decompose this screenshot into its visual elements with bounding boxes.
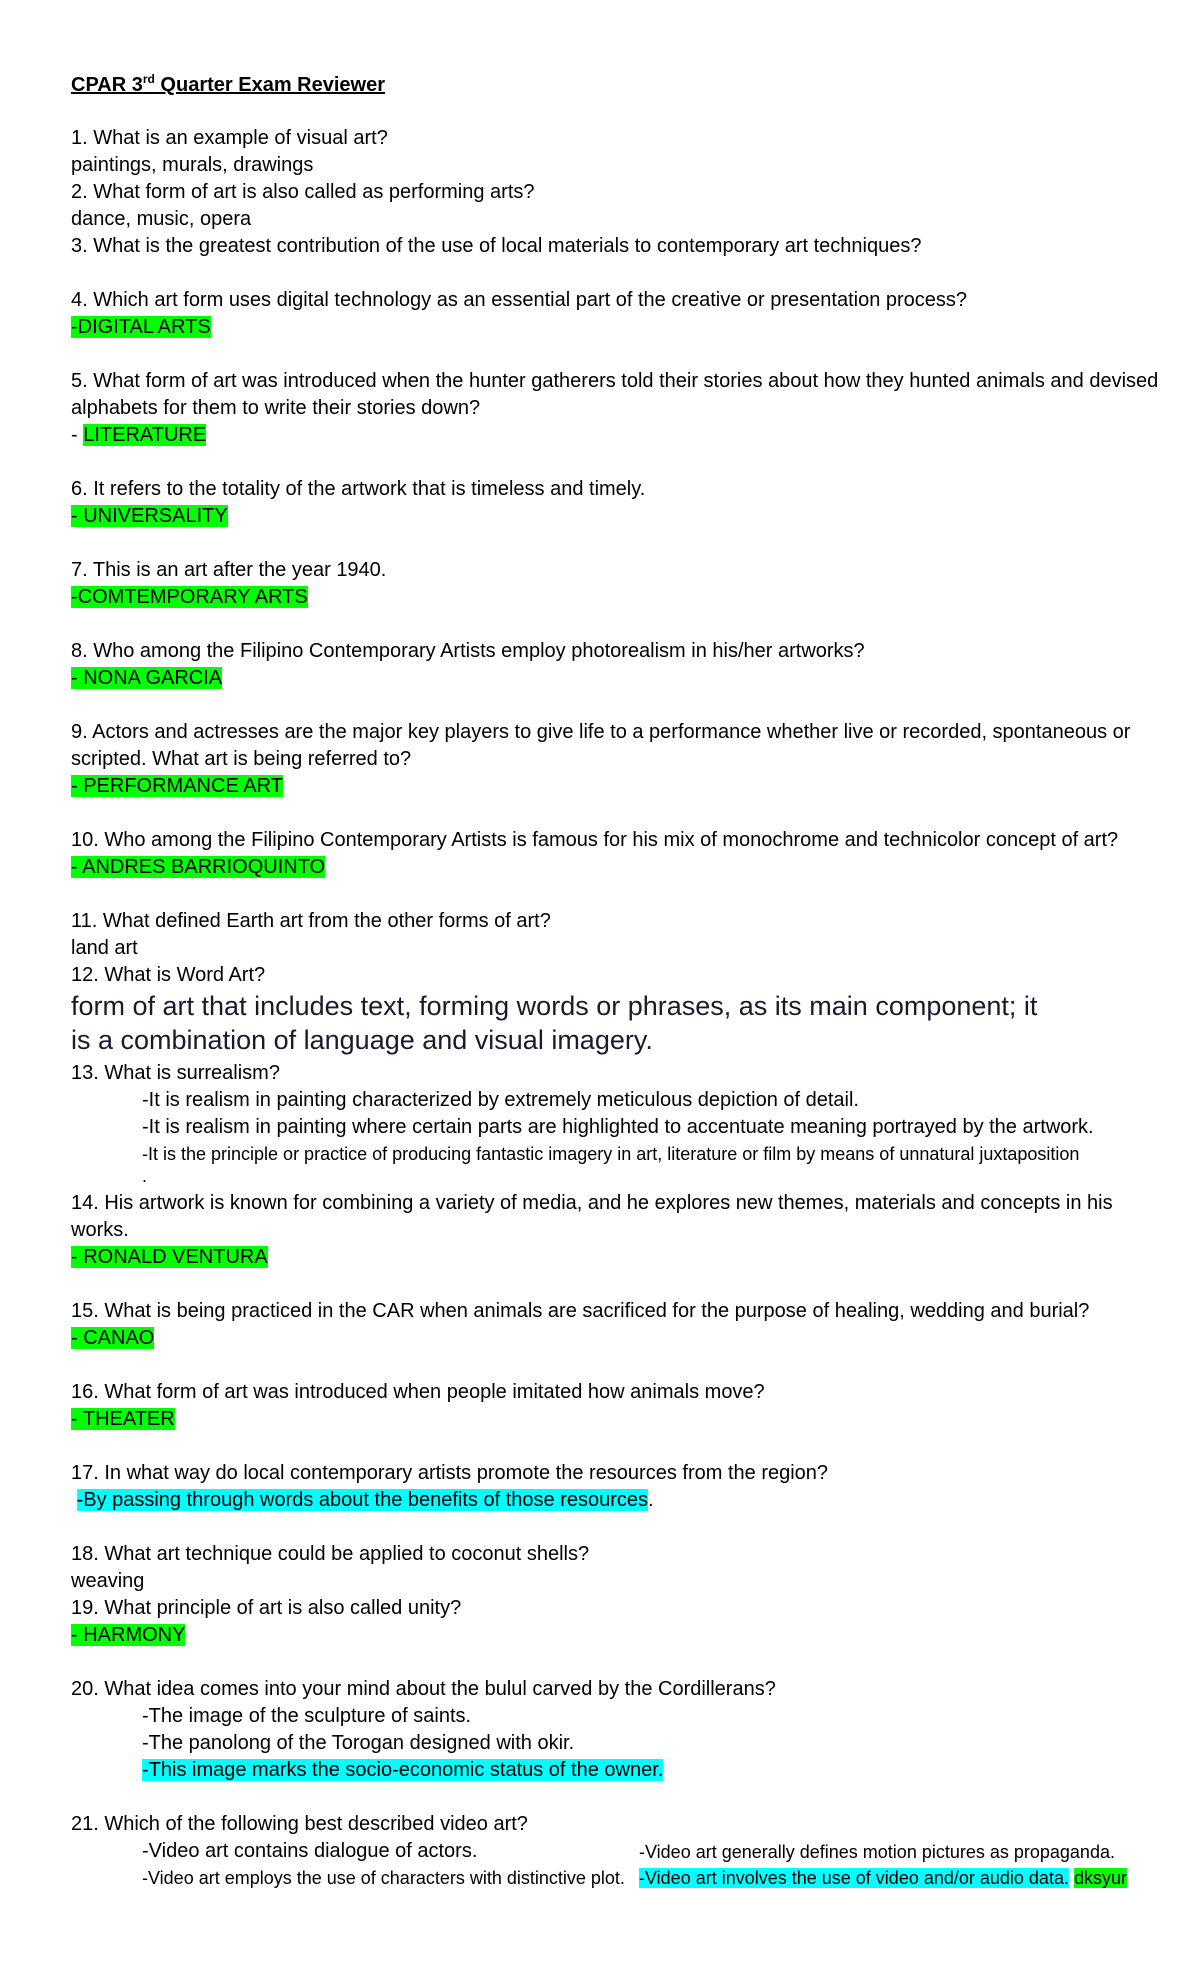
question-21: 21. Which of the following best described video art? [71, 1813, 528, 1835]
question-5-line-2: alphabets for them to write their stories down? [71, 397, 481, 419]
question-15: 15. What is being practiced in the CAR when animals are sacrificed for the purpose of healing, wedding and burial? [71, 1300, 1090, 1322]
option-13-3: -It is the principle or practice of producing fantastic imagery in art, literature or film by means of unnatural juxtaposition [142, 1144, 1080, 1164]
answer-6 [71, 503, 228, 530]
answer-18: weaving [71, 1570, 145, 1592]
highlighted-answer: -DIGITAL ARTS [71, 316, 211, 338]
option-21-1: -Video art contains dialogue of actors. [142, 1840, 478, 1862]
answer-12-line-1: form of art that includes text, forming words or phrases, as its main component; it [71, 991, 1038, 1021]
question-18: 18. What art technique could be applied to coconut shells? [71, 1543, 590, 1565]
answer-14 [71, 1244, 268, 1271]
tag-note: dksyur [1073, 1868, 1127, 1888]
question-6: 6. It refers to the totality of the artwork that is timeless and timely. [71, 478, 646, 500]
question-14-line-2: works. [71, 1219, 129, 1241]
answer-5: - LITERATURE [71, 424, 207, 446]
question-7: 7. This is an art after the year 1940. [71, 559, 387, 581]
answer-8 [71, 665, 222, 692]
question-5-line-1: 5. What form of art was introduced when the hunter gatherers told their stories about how they hunted animals and devised [71, 370, 1159, 392]
question-9-line-1: 9. Actors and actresses are the major key players to give life to a performance whether live or recorded, spontaneous or [71, 721, 1131, 743]
question-10: 10. Who among the Filipino Contemporary Artists is famous for his mix of monochrome and technicolor concept of art? [71, 829, 1119, 851]
highlighted-answer: - HARMONY [71, 1624, 186, 1646]
question-16: 16. What form of art was introduced when people imitated how animals move? [71, 1381, 765, 1403]
option-13-2: -It is realism in painting where certain parts are highlighted to accentuate meaning portrayed by the artwork. [142, 1116, 1094, 1138]
highlighted-answer: -Video art involves the use of video and/or audio data. [639, 1868, 1069, 1888]
highlighted-answer: - PERFORMANCE ART [71, 775, 283, 797]
option-20-1: -The image of the sculpture of saints. [142, 1705, 472, 1727]
answer-7 [71, 584, 308, 611]
answer-9 [71, 773, 283, 800]
highlighted-answer: - UNIVERSALITY [71, 505, 228, 527]
answer-4 [71, 314, 211, 341]
question-11: 11. What defined Earth art from the other forms of art? [71, 910, 551, 932]
question-8: 8. Who among the Filipino Contemporary Artists employ photorealism in his/her artworks? [71, 640, 865, 662]
highlighted-answer: - RONALD VENTURA [71, 1246, 268, 1268]
answer-17: -By passing through words about the benefits of those resources. [76, 1489, 654, 1511]
highlighted-answer: - THEATER [71, 1408, 175, 1430]
answer-15 [71, 1325, 154, 1352]
highlighted-answer: - NONA GARCIA [71, 667, 223, 689]
option-21-2: -Video art generally defines motion pictures as propaganda. [639, 1842, 1115, 1862]
question-1: 1. What is an example of visual art? [71, 127, 388, 149]
question-17: 17. In what way do local contemporary artists promote the resources from the region? [71, 1462, 829, 1484]
question-20: 20. What idea comes into your mind about the bulul carved by the Cordillerans? [71, 1678, 776, 1700]
option-20-3 [142, 1757, 663, 1784]
question-9-line-2: scripted. What art is being referred to? [71, 748, 412, 770]
question-3: 3. What is the greatest contribution of the use of local materials to contemporary art techniques? [71, 235, 922, 257]
document-title: CPAR 3rd Quarter Exam Reviewer [71, 72, 385, 96]
question-2: 2. What form of art is also called as performing arts? [71, 181, 535, 203]
highlighted-answer: -COMTEMPORARY ARTS [71, 586, 308, 608]
answer-16 [71, 1406, 175, 1433]
question-14-line-1: 14. His artwork is known for combining a variety of media, and he explores new themes, materials and concepts in his [71, 1192, 1113, 1214]
highlighted-answer: LITERATURE [83, 424, 207, 446]
highlighted-answer: - ANDRES BARRIOQUINTO [71, 856, 326, 878]
question-12: 12. What is Word Art? [71, 964, 266, 986]
highlighted-answer: -This image marks the socio-economic status of the owner. [142, 1759, 664, 1781]
highlighted-answer: - CANAO [71, 1327, 155, 1349]
answer-12-line-2: is a combination of language and visual imagery. [71, 1025, 653, 1055]
answer-2: dance, music, opera [71, 208, 252, 230]
answer-10 [71, 854, 325, 881]
question-4: 4. Which art form uses digital technology as an essential part of the creative or presentation process? [71, 289, 968, 311]
option-20-2: -The panolong of the Torogan designed with okir. [142, 1732, 575, 1754]
question-19: 19. What principle of art is also called unity? [71, 1597, 462, 1619]
option-21-4 [639, 1865, 1127, 1892]
option-13-4: . [142, 1166, 148, 1186]
answer-1: paintings, murals, drawings [71, 154, 314, 176]
answer-19 [71, 1622, 185, 1649]
answer-11: land art [71, 937, 138, 959]
highlighted-answer: -By passing through words about the benefits of those resources [76, 1489, 649, 1511]
option-21-3: -Video art employs the use of characters with distinctive plot. [142, 1868, 625, 1888]
option-13-1: -It is realism in painting characterized by extremely meticulous depiction of detail. [142, 1089, 859, 1111]
question-13: 13. What is surrealism? [71, 1062, 280, 1084]
